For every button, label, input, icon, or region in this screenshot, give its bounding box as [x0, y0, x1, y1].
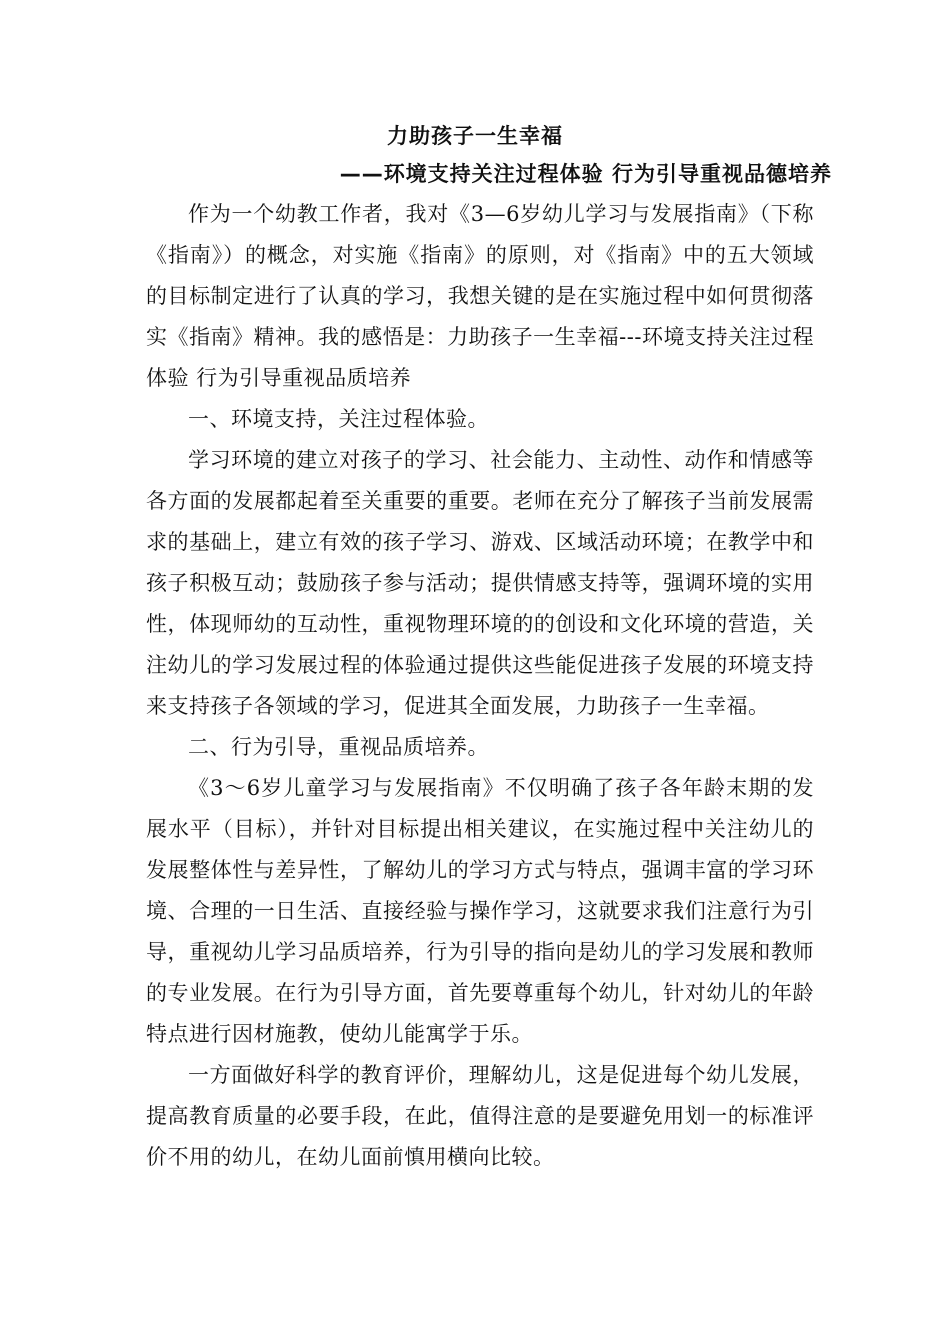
paragraph-behavior: 《3～6岁儿童学习与发展指南》不仅明确了孩子各年龄末期的发展水平（目标），并针对目标提出相关建议，在实施过程中关注幼儿的发展整体性与差异性，了解幼儿的学习方式与特点，强调丰富的学习环境、合理的一日生活、直接经验与操作学习，这就要求我们注意行为引导，重视幼儿学习品质培养，行为引导的指向是幼儿的学习发展和教师的专业发展。在行为引导方面，首先要尊重每个幼儿，针对幼儿的年龄特点进行因材施教，使幼儿能寓学于乐。	[146, 776, 814, 1046]
section-heading-2: 二、行为引导，重视品质培养。	[188, 735, 489, 759]
paragraph-environment: 学习环境的建立对孩子的学习、社会能力、主动性、动作和情感等各方面的发展都起着至关重要的重要。老师在充分了解孩子当前发展需求的基础上，建立有效的孩子学习、游戏、区域活动环境；在教学中和孩子积极互动；鼓励孩子参与活动；提供情感支持等，强调环境的实用性，体现师幼的互动性，重视物理环境的的创设和文化环境的营造，关注幼儿的学习发展过程的体验通过提供这些能促进孩子发展的环境支持来支持孩子各领域的学习，促进其全面发展，力助孩子一生幸福。	[146, 448, 814, 718]
document-subtitle: ——环境支持关注过程体验 行为引导重视品德培养	[339, 162, 832, 186]
section-heading-1: 一、环境支持，关注过程体验。	[188, 407, 489, 431]
paragraph-intro: 作为一个幼教工作者，我对《3—6岁幼儿学习与发展指南》（下称《指南》）的概念，对实施《指南》的原则，对《指南》中的五大领域的目标制定进行了认真的学习，我想关键的是在实施过程中如何贯彻落实《指南》精神。我的感悟是：力助孩子一生幸福---环境支持关注过程体验 行为引导重视品质培养	[146, 202, 814, 390]
document-title: 力助孩子一生幸福	[387, 124, 563, 148]
document-body	[146, 194, 814, 1178]
paragraph-evaluation: 一方面做好科学的教育评价，理解幼儿，这是促进每个幼儿发展，提高教育质量的必要手段，在此，值得注意的是要避免用划一的标准评价不用的幼儿，在幼儿面前慎用横向比较。	[146, 1063, 814, 1169]
